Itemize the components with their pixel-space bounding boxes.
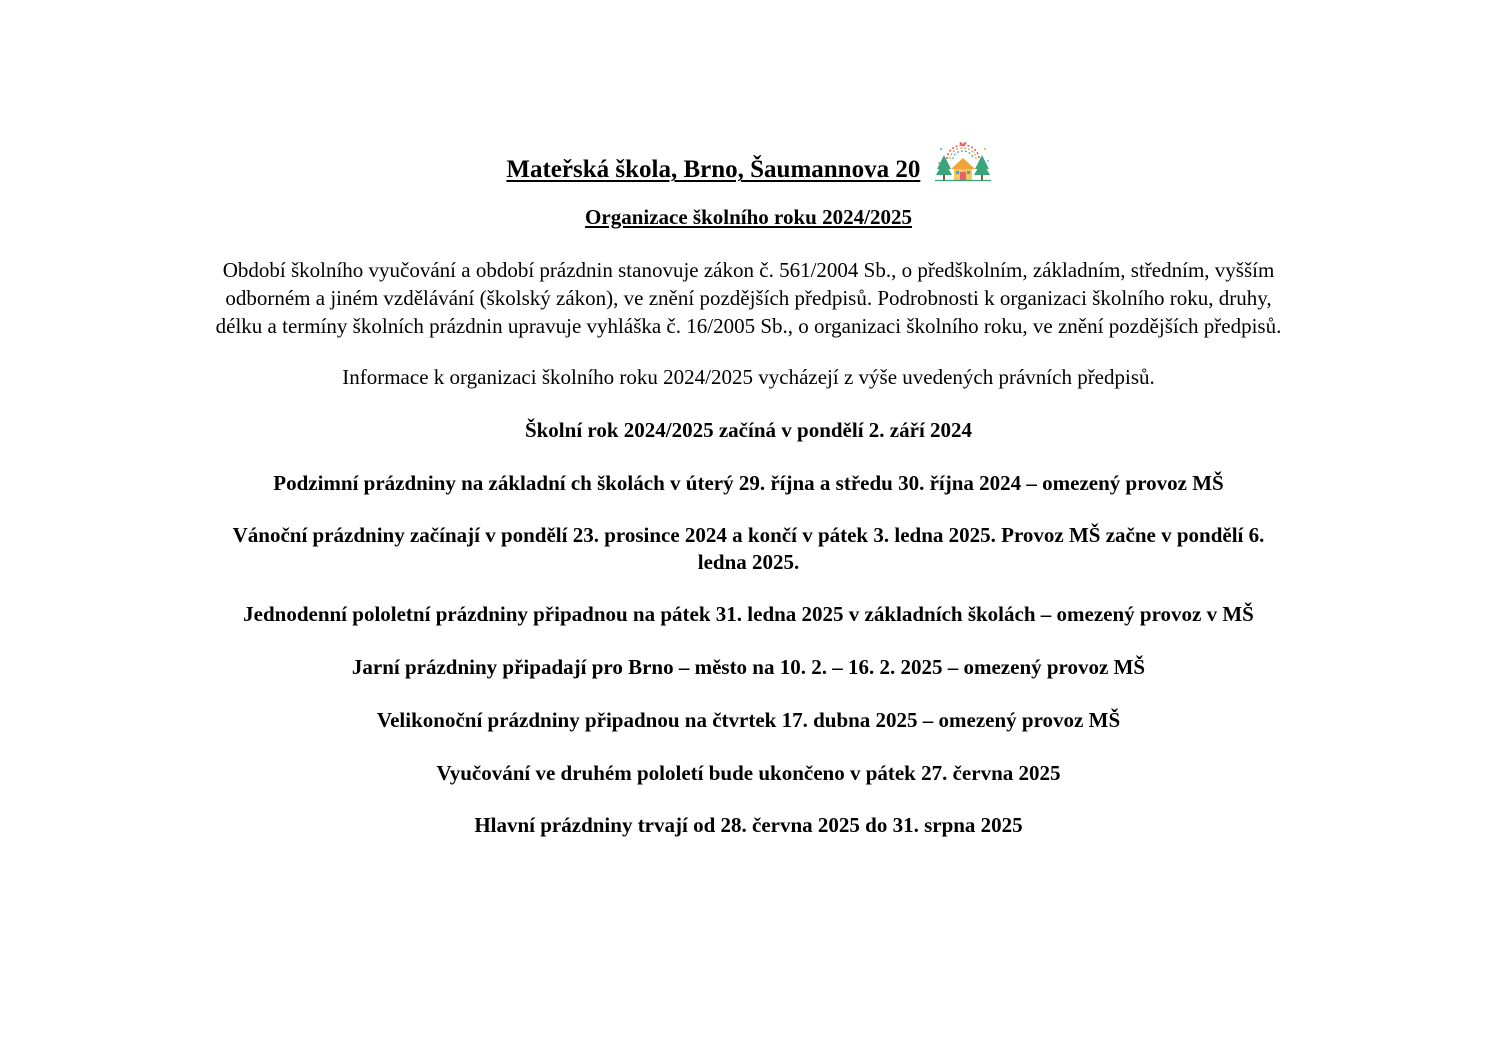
title-line — [0, 141, 1497, 187]
easter-holidays: Velikonoční prázdniny připadnou na čtvrtek 17. dubna 2025 – omezený provoz MŠ — [376, 708, 1121, 732]
christmas-holidays-continued: ledna 2025. — [697, 550, 800, 574]
christmas-holidays: Vánoční prázdniny začínají v pondělí 23. prosince 2024 a končí v pátek 3. ledna 2025. Provoz MŠ začne v pondělí 6. — [232, 523, 1265, 547]
page-subtitle: Organizace školního roku 2024/2025 — [585, 205, 912, 229]
second-term-end: Vyučování ve druhém pololetí bude ukončeno v pátek 27. června 2025 — [436, 761, 1061, 785]
school-year-start: Školní rok 2024/2025 začíná v pondělí 2. září 2024 — [524, 418, 973, 442]
kindergarten-house-with-trees-icon — [935, 141, 991, 183]
intro-line-3: délku a termíny školních prázdnin upravuje vyhláška č. 16/2005 Sb., o organizaci školního roku, ve znění pozdějších předpisů. — [215, 314, 1282, 338]
autumn-holidays: Podzimní prázdniny na základní ch školách v úterý 29. října a středu 30. října 2024 – omezený provoz MŠ — [273, 471, 1224, 495]
intro-line-2: odborném a jiném vzdělávání (školský zákon), ve znění pozdějších předpisů. Podrobnosti k organizaci školního roku, druhy, — [225, 286, 1272, 310]
half-term-holiday: Jednodenní pololetní prázdniny připadnou na pátek 31. ledna 2025 v základních školách – omezený provoz v MŠ — [243, 602, 1254, 626]
spring-holidays: Jarní prázdniny připadají pro Brno – město na 10. 2. – 16. 2. 2025 – omezený provoz MŠ — [351, 655, 1146, 679]
intro-line-1: Období školního vyučování a období prázdnin stanovuje zákon č. 561/2004 Sb., o předškolním, základním, středním, vyšším — [222, 258, 1275, 282]
info-line: Informace k organizaci školního roku 2024/2025 vycházejí z výše uvedených právních předpisů. — [342, 365, 1155, 389]
summer-holidays: Hlavní prázdniny trvají od 28. června 2025 do 31. srpna 2025 — [474, 813, 1023, 837]
logo-graphic — [935, 141, 991, 183]
page-title: Mateřská škola, Brno, Šaumannova 20 — [506, 156, 921, 183]
